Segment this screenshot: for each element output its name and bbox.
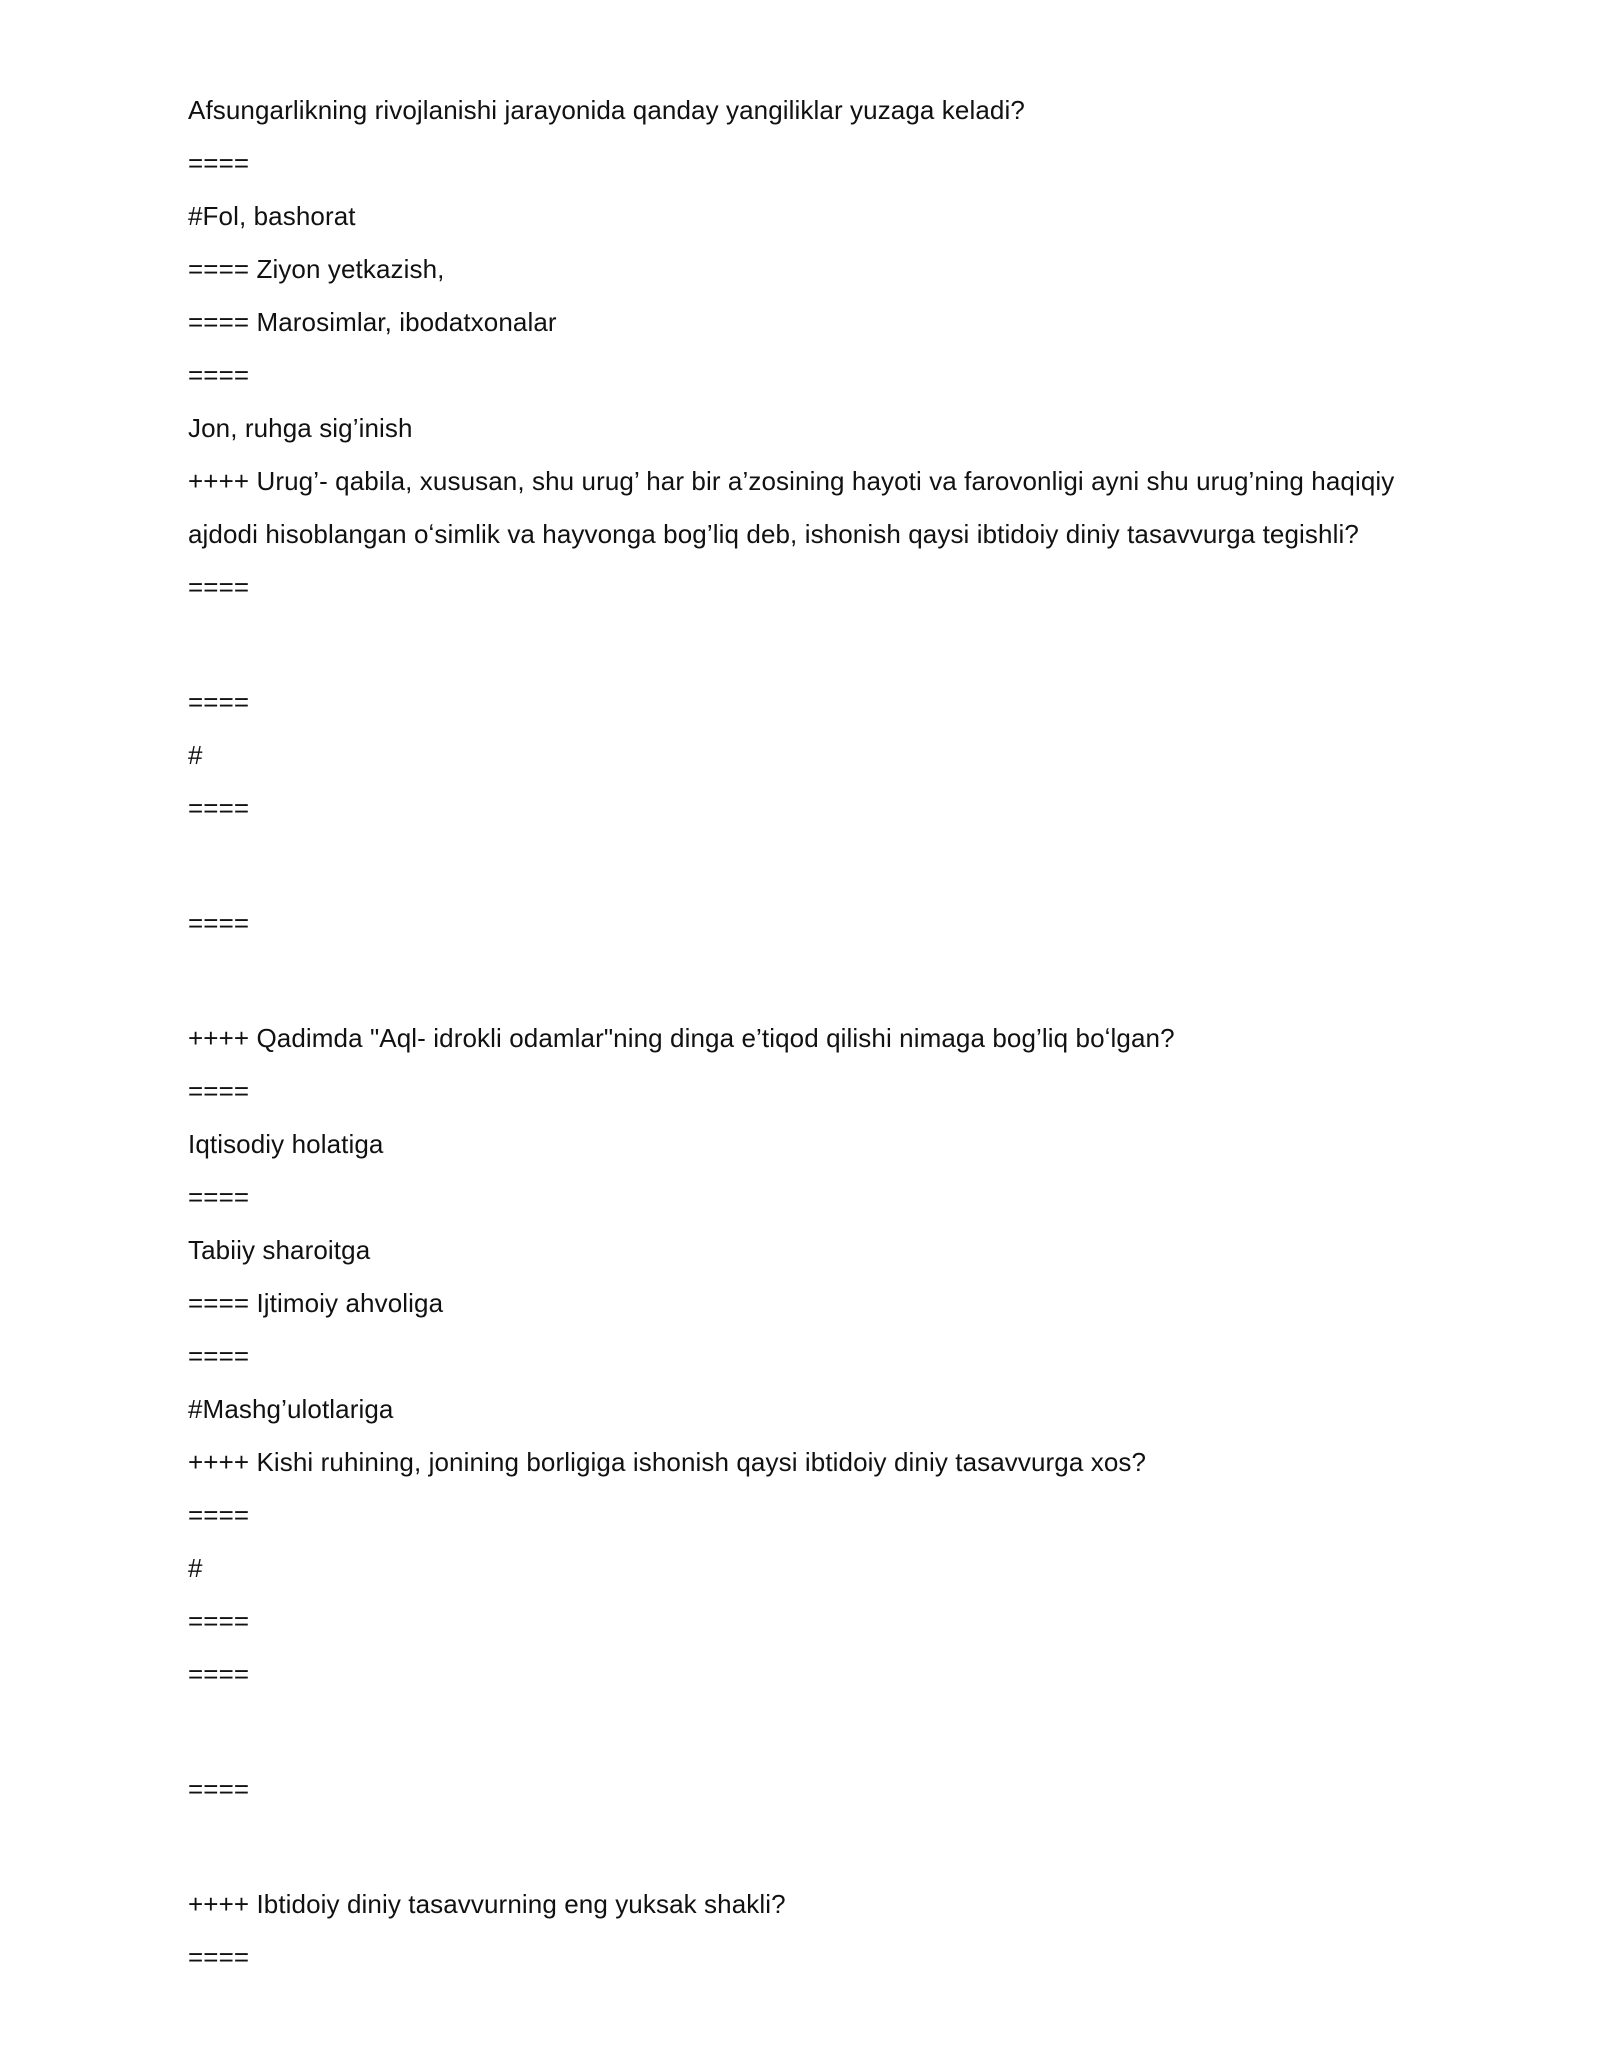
separator: ==== xyxy=(188,687,250,717)
question-text: ++++ Ibtidoiy diniy tasavvurning eng yuksak shakli? xyxy=(188,1889,786,1919)
question-text: ++++ Urug’- qabila, xususan, shu urug’ har bir a’zosining hayoti va farovonligi ayni shu urug’ning haqiqiy xyxy=(188,466,1395,496)
question-text: ++++ Qadimda "Aql- idrokli odamlar"ning dinga e’tiqod qilishi nimaga bog’liq boʻlgan? xyxy=(188,1023,1175,1053)
separator: ==== xyxy=(188,1076,250,1106)
question-text: ++++ Kishi ruhining, jonining borligiga ishonish qaysi ibtidoiy diniy tasavvurga xos? xyxy=(188,1447,1147,1477)
separator: ==== xyxy=(188,908,250,938)
answer-option: Iqtisodiy holatiga xyxy=(188,1129,384,1159)
separator: ==== xyxy=(188,1774,250,1804)
question-text: Afsungarlikning rivojlanishi jarayonida qanday yangiliklar yuzaga keladi? xyxy=(188,95,1025,125)
answer-option: ==== Ziyon yetkazish, xyxy=(188,254,445,284)
answer-option-correct: #Mashg’ulotlariga xyxy=(188,1394,394,1424)
separator: ==== xyxy=(188,1341,250,1371)
separator: ==== xyxy=(188,1659,250,1689)
answer-option-correct: # xyxy=(188,1553,203,1583)
answer-option-correct: #Fol, bashorat xyxy=(188,201,356,231)
separator: ==== xyxy=(188,360,250,390)
answer-option: ==== Ijtimoiy ahvoliga xyxy=(188,1288,444,1318)
answer-option: Tabiiy sharoitga xyxy=(188,1235,371,1265)
answer-option: Jon, ruhga sig’inish xyxy=(188,413,413,443)
question-text-continued: ajdodi hisoblangan oʻsimlik va hayvonga bog’liq deb, ishonish qaysi ibtidoiy diniy tasavvurga tegishli? xyxy=(188,519,1359,549)
separator: ==== xyxy=(188,1182,250,1212)
separator: ==== xyxy=(188,1942,250,1972)
separator: ==== xyxy=(188,793,250,823)
separator: ==== xyxy=(188,1606,250,1636)
separator: ==== xyxy=(188,148,250,178)
separator: ==== xyxy=(188,572,250,602)
answer-option-correct: # xyxy=(188,740,203,770)
answer-option: ==== Marosimlar, ibodatxonalar xyxy=(188,307,557,337)
separator: ==== xyxy=(188,1500,250,1530)
